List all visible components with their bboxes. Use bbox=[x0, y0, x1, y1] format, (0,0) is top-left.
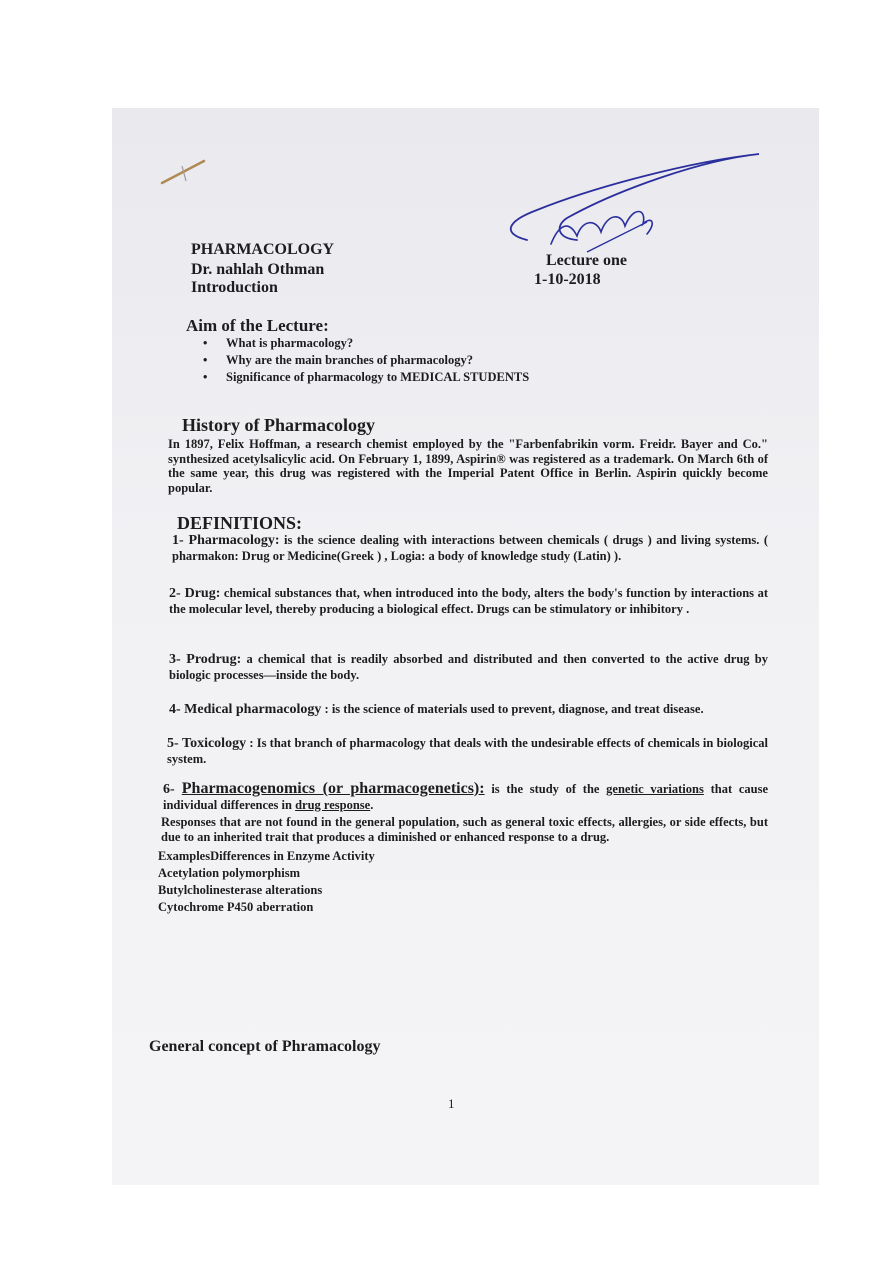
history-heading: History of Pharmacology bbox=[182, 415, 375, 435]
definition-drug: 2- Drug: chemical substances that, when introduced into the body, alters the body's function by interactions at the molecular level, thereby producing a biological effect. Drugs can be stimulatory or inhibitory . bbox=[169, 586, 768, 616]
doc-title: PHARMACOLOGY bbox=[191, 241, 335, 258]
example-item: Cytochrome P450 aberration bbox=[158, 900, 314, 914]
examples-list bbox=[158, 848, 375, 916]
pencil-mark-icon bbox=[156, 153, 208, 189]
aim-item: • Significance of pharmacology to MEDICAL STUDENTS bbox=[203, 370, 530, 384]
history-paragraph: In 1897, Felix Hoffman, a research chemist employed by the "Farbenfabrikin vorm. Freidr. Bayer and Co." synthesized acetylsalicylic acid. On February 1, 1899, Aspirin® was registered as a trademark. On March 6th of the same year, this drug was registered with the Imperial Patent Office in Berlin. Aspirin quickly become popular. bbox=[168, 437, 768, 495]
definition-pharmacogenomics: 6- Pharmacogenomics (or pharmacogenetics): is the study of the genetic variations that cause individual differences in drug response. bbox=[163, 780, 768, 812]
lecture-label: Lecture one bbox=[546, 252, 628, 269]
aim-item: • What is pharmacology? bbox=[203, 336, 354, 350]
definition-prodrug: 3- Prodrug: a chemical that is readily absorbed and distributed and then converted to the active drug by biologic processes—inside the body. bbox=[169, 652, 768, 682]
definition-pharmacology: 1- Pharmacology: is the science dealing with interactions between chemicals ( drugs ) and living systems. ( pharmakon: Drug or Medicine(Greek ) , Logia: a body of knowledge study (Latin) ). bbox=[172, 533, 768, 563]
example-item: Acetylation polymorphism bbox=[158, 866, 301, 880]
responses-paragraph: Responses that are not found in the general population, such as general toxic effects, allergies, or side effects, but due to an inherited trait that produces a diminished or enhanced response to a drug. bbox=[161, 815, 768, 844]
aim-item: • Why are the main branches of pharmacology? bbox=[203, 353, 473, 367]
signature-icon bbox=[497, 148, 762, 258]
aim-list bbox=[203, 335, 529, 386]
definition-toxicology: 5- Toxicology : Is that branch of pharmacology that deals with the undesirable effects of chemicals in biological system. bbox=[167, 736, 768, 766]
doc-author: Dr. nahlah Othman bbox=[191, 261, 325, 278]
definition-medical-pharmacology: 4- Medical pharmacology : is the science of materials used to prevent, diagnose, and treat disease. bbox=[169, 702, 704, 717]
document-page bbox=[112, 108, 819, 1185]
definitions-heading: DEFINITIONS: bbox=[177, 513, 303, 533]
lecture-date: 1-10-2018 bbox=[534, 271, 601, 288]
aim-heading: Aim of the Lecture: bbox=[186, 316, 329, 335]
example-item: ExamplesDifferences in Enzyme Activity bbox=[158, 849, 375, 863]
general-concept-heading: General concept of Phramacology bbox=[149, 1038, 381, 1055]
page-number: 1 bbox=[448, 1096, 455, 1111]
doc-subtitle: Introduction bbox=[191, 279, 278, 296]
example-item: Butylcholinesterase alterations bbox=[158, 883, 323, 897]
